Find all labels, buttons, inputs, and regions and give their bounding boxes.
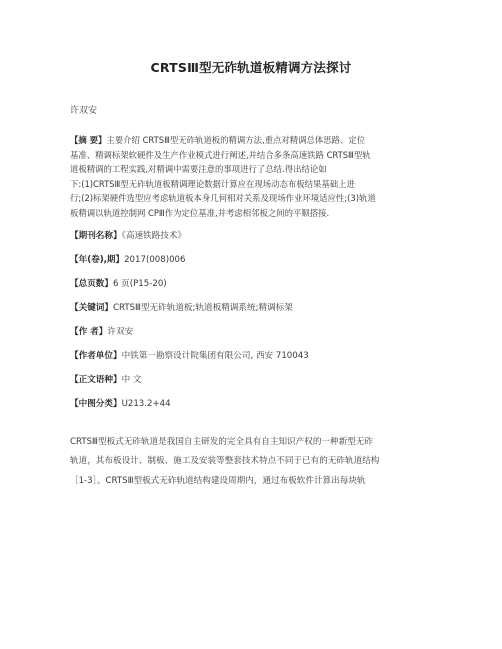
meta-label: 【中图分类】	[70, 398, 122, 409]
meta-label: 【作者单位】	[70, 350, 122, 361]
body-paragraph	[70, 433, 432, 492]
meta-value: 《高速铁路技术》	[121, 230, 187, 241]
body-line: CRTSⅢ型板式无砟轨道是我国自主研发的完全具有自主知识产权的一种新型无砟	[70, 436, 373, 447]
meta-journal	[70, 230, 432, 243]
document-title: CRTSⅢ型无砟轨道板精调方法探讨	[150, 60, 352, 75]
abstract-line	[70, 133, 432, 148]
meta-volume-issue	[70, 254, 432, 267]
meta-value: 6 页(P15-20)	[112, 278, 167, 289]
abstract-line: 板精调以轨道控制网 CPⅢ作为定位基准,并考虑相邻板之间的平顺搭接.	[70, 207, 330, 218]
meta-value: U213.2+44	[121, 398, 171, 409]
meta-value: CRTSⅢ型无砟轨道板;轨道板精调系统;精调标架	[112, 302, 293, 313]
meta-label: 【作 者】	[70, 326, 108, 337]
body-line: ［1-3］。CRTSⅢ型板式无砟轨道结构建设周期内，通过布板软件计算出每块轨	[70, 475, 366, 486]
meta-value: 中 文	[121, 374, 142, 385]
meta-authors	[70, 326, 432, 339]
abstract-text: 主要介绍 CRTSⅢ型无砟轨道板的精调方法,重点对精调总体思路、定位	[106, 135, 366, 145]
meta-label: 【正文语种】	[70, 374, 122, 385]
meta-value: 许双安	[107, 326, 134, 337]
abstract-line: 基准、精调标架软硬件及生产作业模式进行阐述,并结合多条高速铁路 CRTSⅢ型轨	[70, 149, 371, 160]
abstract-label: 【摘 要】	[70, 135, 107, 145]
author-name: 许双安	[70, 106, 98, 116]
abstract-line: 行;(2)标架硬件选型应考虑轨道板本身几何相对关系及现场作业环境适应性;(3)轨道	[70, 193, 376, 204]
meta-value: 中铁第一勘察设计院集团有限公司, 西安 710043	[121, 350, 309, 361]
meta-label: 【总页数】	[70, 278, 113, 289]
meta-classification	[70, 398, 432, 411]
meta-language	[70, 374, 432, 387]
metadata-list	[70, 230, 432, 411]
meta-pages	[70, 278, 432, 291]
abstract-line: 下:(1)CRTSⅢ型无砟轨道板精调理论数据计算应在现场动态布板结果基础上进	[70, 178, 355, 189]
meta-affiliation	[70, 350, 432, 363]
abstract	[70, 133, 432, 221]
meta-keywords	[70, 302, 432, 315]
meta-label: 【年(卷),期】	[70, 254, 125, 265]
meta-value: 2017(008)006	[124, 254, 186, 265]
abstract-line: 道板精调的工程实践,对精调中需要注意的事项进行了总结.得出结论如	[70, 164, 327, 175]
body-line: 轨道，其布板设计、制板、施工及安装等整套技术特点不同于已有的无砟轨道结构	[70, 456, 380, 467]
meta-label: 【期刊名称】	[70, 230, 122, 241]
meta-label: 【关键词】	[70, 302, 113, 313]
